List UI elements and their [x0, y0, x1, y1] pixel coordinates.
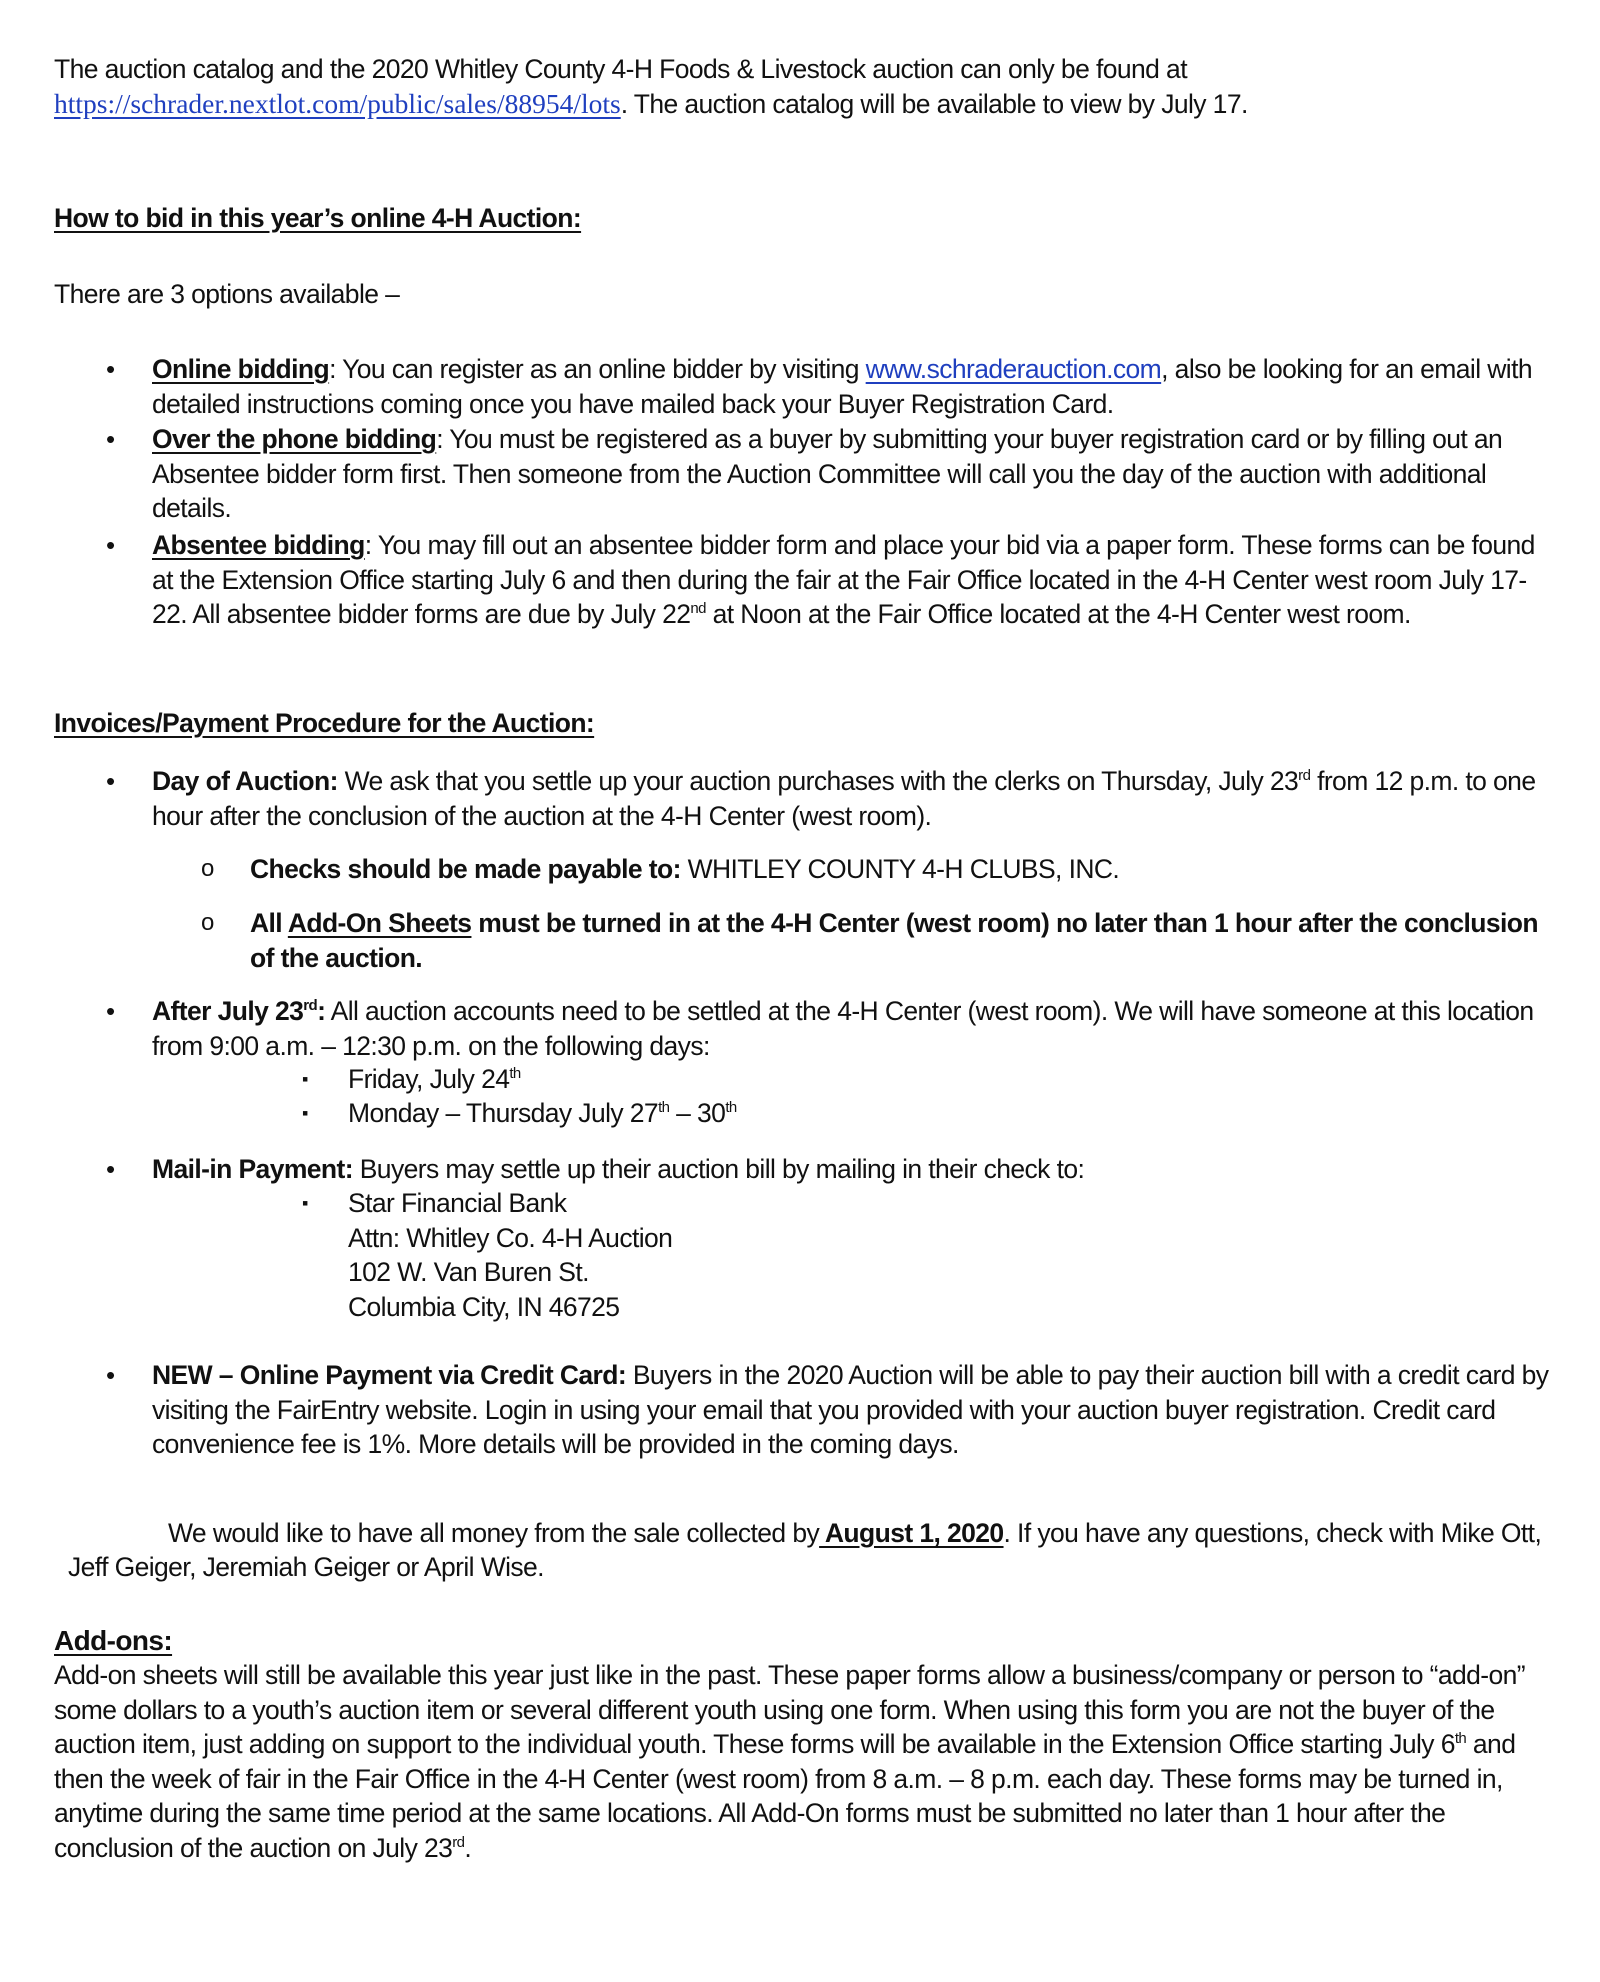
- online-payment-text: Buyers in the 2020 Auction will be able to pay their auction bill with a credit card by visiting the FairEntry website. Login in using your email that you provided with your auction buyer registration. Credit card convenience fee is 1%. More details will be provided in the coming days.: [152, 1360, 1549, 1459]
- schrader-auction-link[interactable]: www.schraderauction.com: [865, 354, 1162, 384]
- settlement-day: Friday, July 24th: [348, 1064, 521, 1094]
- circle-bullet-icon: o: [201, 855, 214, 882]
- bullet-icon: •: [106, 1360, 115, 1390]
- mail-in-text: Buyers may settle up their auction bill by mailing in their check to:: [352, 1154, 1085, 1184]
- intro-text: The auction catalog and the 2020 Whitley County 4-H Foods & Livestock auction can only be found at: [54, 54, 1187, 84]
- bullet-icon: •: [106, 424, 115, 454]
- address-line: Attn: Whitley Co. 4-H Auction: [348, 1222, 673, 1253]
- bullet-icon: •: [106, 354, 115, 384]
- square-bullet-icon: ▪: [302, 1193, 308, 1213]
- closing-line-2: Jeff Geiger, Jeremiah Geiger or April Wise.: [68, 1552, 544, 1582]
- addon-sheets-suffix: must be turned in at the 4-H Center (west room) no later than 1 hour after the conclusion of the auction.: [250, 908, 1538, 973]
- options-intro: There are 3 options available –: [54, 279, 400, 309]
- closing-line-1: We would like to have all money from the sale collected by August 1, 2020. If you have any questions, check with Mike Ott,: [168, 1518, 1542, 1548]
- superscript: nd: [690, 600, 706, 617]
- mail-in-item: [152, 1152, 1552, 1187]
- day-of-auction-item: [152, 764, 1552, 833]
- payment-heading: Invoices/Payment Procedure for the Auction:: [54, 708, 595, 738]
- square-bullet-icon: ▪: [302, 1069, 308, 1089]
- address-line: Columbia City, IN 46725: [348, 1291, 620, 1322]
- catalog-link[interactable]: https://schrader.nextlot.com/public/sales/88954/lots: [54, 87, 621, 119]
- address-line: 102 W. Van Buren St.: [348, 1257, 589, 1287]
- mail-in-label: Mail-in Payment:: [152, 1154, 353, 1184]
- online-bidding-text: : You can register as an online bidder by visiting: [329, 354, 866, 384]
- addon-sheets-term: Add-On Sheets: [287, 908, 472, 938]
- intro-paragraph: [54, 52, 1574, 121]
- bullet-icon: •: [106, 1154, 115, 1184]
- bullet-icon: •: [106, 530, 115, 560]
- online-payment-label: NEW – Online Payment via Credit Card:: [152, 1360, 627, 1390]
- phone-bidding-label: Over the phone bidding: [152, 424, 437, 454]
- how-to-bid-heading: How to bid in this year’s online 4-H Auction:: [54, 203, 582, 233]
- mailing-address: [348, 1186, 1248, 1324]
- checks-payable-item: [250, 852, 1540, 887]
- online-bidding-text-end: , also be looking for an email with detailed instructions coming once you have mailed back your Buyer Registration Card.: [152, 354, 1532, 419]
- settlement-day: Monday – Thursday July 27th – 30th: [348, 1098, 737, 1128]
- bullet-icon: •: [106, 996, 115, 1026]
- absentee-bidding-text: : You may fill out an absentee bidder form and place your bid via a paper form. These forms can be found at the Extension Office starting July 6 and then during the fair at the Fair Office located in the 4-H Center west room July 17-22. All absentee bidder forms are due by July 22: [152, 530, 1535, 629]
- phone-bidding-text: : You must be registered as a buyer by submitting your buyer registration card or by filling out an Absentee bidder form first. Then someone from the Auction Committee will call you the day of the auction with additional details.: [152, 424, 1503, 523]
- after-july-text: All auction accounts need to be settled at the 4-H Center (west room). We will have someone at this location from 9:00 a.m. – 12:30 p.m. on the following days:: [152, 996, 1534, 1061]
- phone-bidding-item: [152, 422, 1552, 526]
- absentee-bidding-text-end: at Noon at the Fair Office located at the 4-H Center west room.: [705, 599, 1411, 629]
- addons-paragraph: Add-on sheets will still be available this year just like in the past. These paper forms allow a business/company or person to “add-on” some dollars to a youth’s auction item or several different youth using one form. When using this form you are not the buyer of the auction item, just adding on support to the individual youth. These forms will be available in the Extension Office starting July 6th and then the week of fair in the Fair Office in the 4-H Center (west room) from 8 a.m. – 8 p.m. each day. These forms may be turned in, anytime during the same time period at the same locations. All Add-On forms must be submitted no later than 1 hour after the conclusion of the auction on July 23rd.: [54, 1660, 1526, 1863]
- square-bullet-icon: ▪: [302, 1103, 308, 1123]
- addons-heading: Add-ons:: [54, 1625, 173, 1656]
- absentee-bidding-item: [152, 528, 1552, 632]
- online-payment-item: [152, 1358, 1552, 1462]
- superscript: rd: [1298, 767, 1311, 784]
- checks-payable-value: WHITLEY COUNTY 4-H CLUBS, INC.: [680, 854, 1120, 884]
- after-july-item: [152, 994, 1552, 1063]
- after-july-label: After July 23rd:: [152, 996, 326, 1026]
- online-bidding-item: [152, 352, 1552, 421]
- day-of-auction-label: Day of Auction:: [152, 766, 338, 796]
- bullet-icon: •: [106, 766, 115, 796]
- addon-sheets-item: [250, 906, 1540, 975]
- addon-sheets-prefix: All: [250, 908, 288, 938]
- checks-payable-label: Checks should be made payable to:: [250, 854, 681, 884]
- online-bidding-label: Online bidding: [152, 354, 330, 384]
- collection-date: August 1, 2020: [819, 1518, 1004, 1548]
- day-of-auction-text: We ask that you settle up your auction purchases with the clerks on Thursday, July 23: [337, 766, 1299, 796]
- intro-after-link: . The auction catalog will be available to view by July 17.: [620, 88, 1248, 119]
- day-of-auction-text-end: from 12 p.m. to one hour after the conclusion of the auction at the 4-H Center (west room).: [152, 766, 1536, 831]
- address-line: Star Financial Bank: [348, 1188, 567, 1218]
- circle-bullet-icon: o: [201, 909, 214, 936]
- absentee-bidding-label: Absentee bidding: [152, 530, 365, 560]
